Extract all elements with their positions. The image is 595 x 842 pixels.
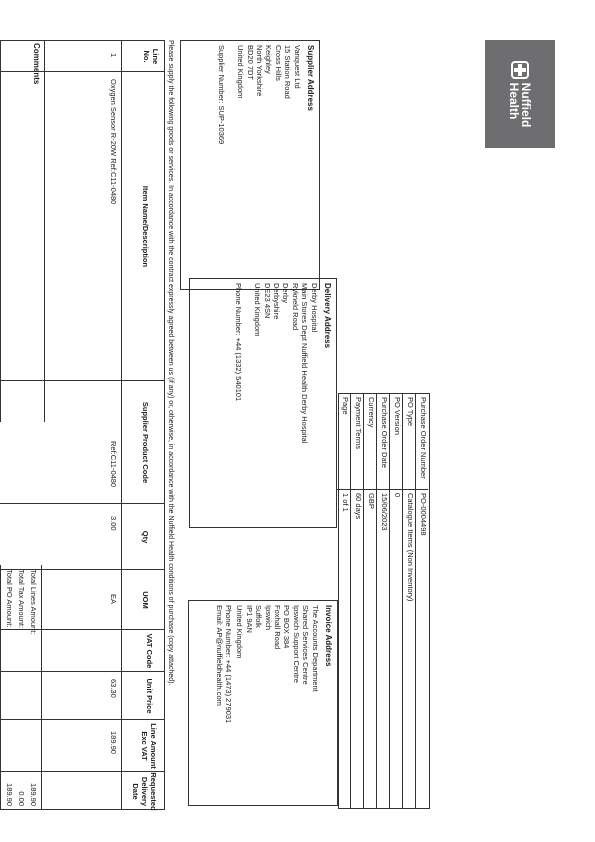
- delivery-line: Derby Hospital: [309, 283, 319, 333]
- supplier-address-box: [180, 40, 320, 290]
- supplier-line: North Yorkshire: [254, 45, 264, 97]
- supplier-line: Keighley: [264, 45, 274, 74]
- total-po-label: Total PO Amount:: [5, 569, 14, 628]
- table-row: [106, 41, 118, 811]
- invoice-line: The Accounts Department: [310, 605, 320, 692]
- cross-icon: [511, 61, 529, 79]
- meta-row: [402, 394, 415, 808]
- comments-label: Comments: [32, 43, 41, 85]
- delivery-phone: Phone Number: +44 (1332) 540101: [233, 283, 243, 402]
- logo-line-1: Nuffield: [519, 82, 533, 128]
- row-line-no: 1: [109, 53, 118, 58]
- meta-value: Catalogue Items (Non Inventory): [406, 493, 415, 602]
- meta-value: 1 of 1: [341, 493, 350, 512]
- supplier-line: Cross Hills: [273, 45, 283, 81]
- invoice-line: Foxhall Road: [272, 605, 282, 650]
- meta-label: Purchase Order Date: [377, 394, 389, 490]
- invoice-line: Ipswich Support Centre: [291, 605, 301, 683]
- supplier-line: 15 Station Road: [283, 45, 293, 99]
- meta-value: 0: [393, 493, 402, 498]
- delivery-line: United Kingdom: [253, 283, 263, 337]
- invoice-phone: Phone Number: +44 (1473) 279031: [223, 605, 233, 724]
- meta-value: PO-0004498: [419, 493, 428, 536]
- delivery-line: DE23 4SN: [262, 283, 272, 319]
- supplier-line: Vanquest Ltd: [292, 45, 302, 89]
- meta-value: 60 days: [354, 493, 363, 520]
- comments-box: [0, 40, 45, 422]
- totals-box: [0, 565, 42, 810]
- row-amount: 189.90: [109, 731, 118, 754]
- total-tax-label: Total Tax Amount:: [17, 569, 26, 629]
- logo-line-2: Health: [507, 82, 521, 120]
- meta-value: 15/06/2023: [380, 493, 389, 531]
- invoice-line: PO BOX 384: [282, 605, 292, 649]
- meta-row: [363, 394, 376, 808]
- supplier-line: United Kingdom: [236, 45, 246, 99]
- supplier-address-title: Supplier Address: [306, 45, 315, 111]
- meta-value: GBP: [367, 493, 376, 509]
- supply-notice: Please supply the following goods or services. In accordance with the contract expressly agreed between us (if any) or, otherwise, in accordance with the Nuffield Health conditions of purchase (copy attached).: [167, 40, 174, 686]
- meta-row: [415, 394, 428, 808]
- nuffield-health-logo: [485, 40, 555, 148]
- delivery-line: Derby: [281, 283, 291, 304]
- invoice-line: IP1 9AN: [244, 605, 254, 633]
- row-code: Ref:C11-0480: [109, 441, 118, 488]
- meta-label: Purchase Order Number: [416, 394, 428, 490]
- total-po-value: 189.90: [5, 783, 14, 806]
- delivery-address-title: Delivery Address: [323, 283, 332, 349]
- row-uom: EA: [109, 594, 118, 605]
- invoice-line: United Kingdom: [235, 605, 245, 659]
- total-lines-value: 189.90: [29, 783, 38, 806]
- meta-label: Page: [337, 394, 350, 490]
- total-lines-label: Total Lines Amount:: [29, 569, 38, 635]
- meta-row: [376, 394, 389, 808]
- invoice-line: Suffolk: [254, 605, 264, 628]
- meta-label: Currency: [364, 394, 376, 490]
- totals-row: [2, 569, 14, 806]
- invoice-address-box: [188, 600, 338, 806]
- row-qty: 3.00: [109, 516, 118, 531]
- invoice-email: Email: AP@nuffieldhealth.com: [214, 605, 224, 706]
- delivery-line: Rykneld Road: [290, 283, 300, 331]
- col-header-line: Line No.: [142, 48, 160, 65]
- supplier-number: Supplier Number: SUP-10369: [216, 45, 226, 145]
- supplier-line: BD20 7DT: [245, 45, 255, 81]
- meta-label: PO Type: [403, 394, 415, 490]
- col-header-item: Item Name/Description: [141, 185, 150, 268]
- delivery-address-box: [189, 278, 337, 528]
- invoice-line: Ipswich: [263, 605, 273, 631]
- col-header-qty: Qty: [141, 530, 150, 544]
- meta-row: [350, 394, 363, 808]
- totals-row: [14, 569, 26, 806]
- col-header-price: Unit Price: [145, 678, 154, 714]
- col-header-code: Supplier Product Code: [141, 401, 150, 484]
- meta-label: Payment Terms: [351, 394, 363, 490]
- meta-row: [389, 394, 402, 808]
- row-price: 63.30: [109, 679, 118, 698]
- meta-label: PO Version: [390, 394, 402, 490]
- col-header-date: Requested Delivery Date: [131, 772, 158, 811]
- delivery-line: Derbyshire: [271, 283, 281, 320]
- totals-row: [26, 569, 38, 806]
- invoice-address-title: Invoice Address: [324, 605, 333, 667]
- meta-row: [337, 394, 350, 808]
- col-header-uom: UOM: [141, 591, 150, 609]
- total-tax-value: 0.00: [17, 791, 26, 806]
- invoice-line: Shared Services Centre: [301, 605, 311, 685]
- col-header-vat: VAT Code: [145, 633, 154, 669]
- delivery-line: Main Stores Dept Nuffield Health Derby Hospital: [300, 283, 310, 444]
- po-meta-table: [338, 393, 430, 809]
- col-header-amount: Line Amount Exc VAT: [140, 723, 158, 769]
- row-item: Oxygen Sensor R-20W Ref:C11-0480: [109, 79, 118, 205]
